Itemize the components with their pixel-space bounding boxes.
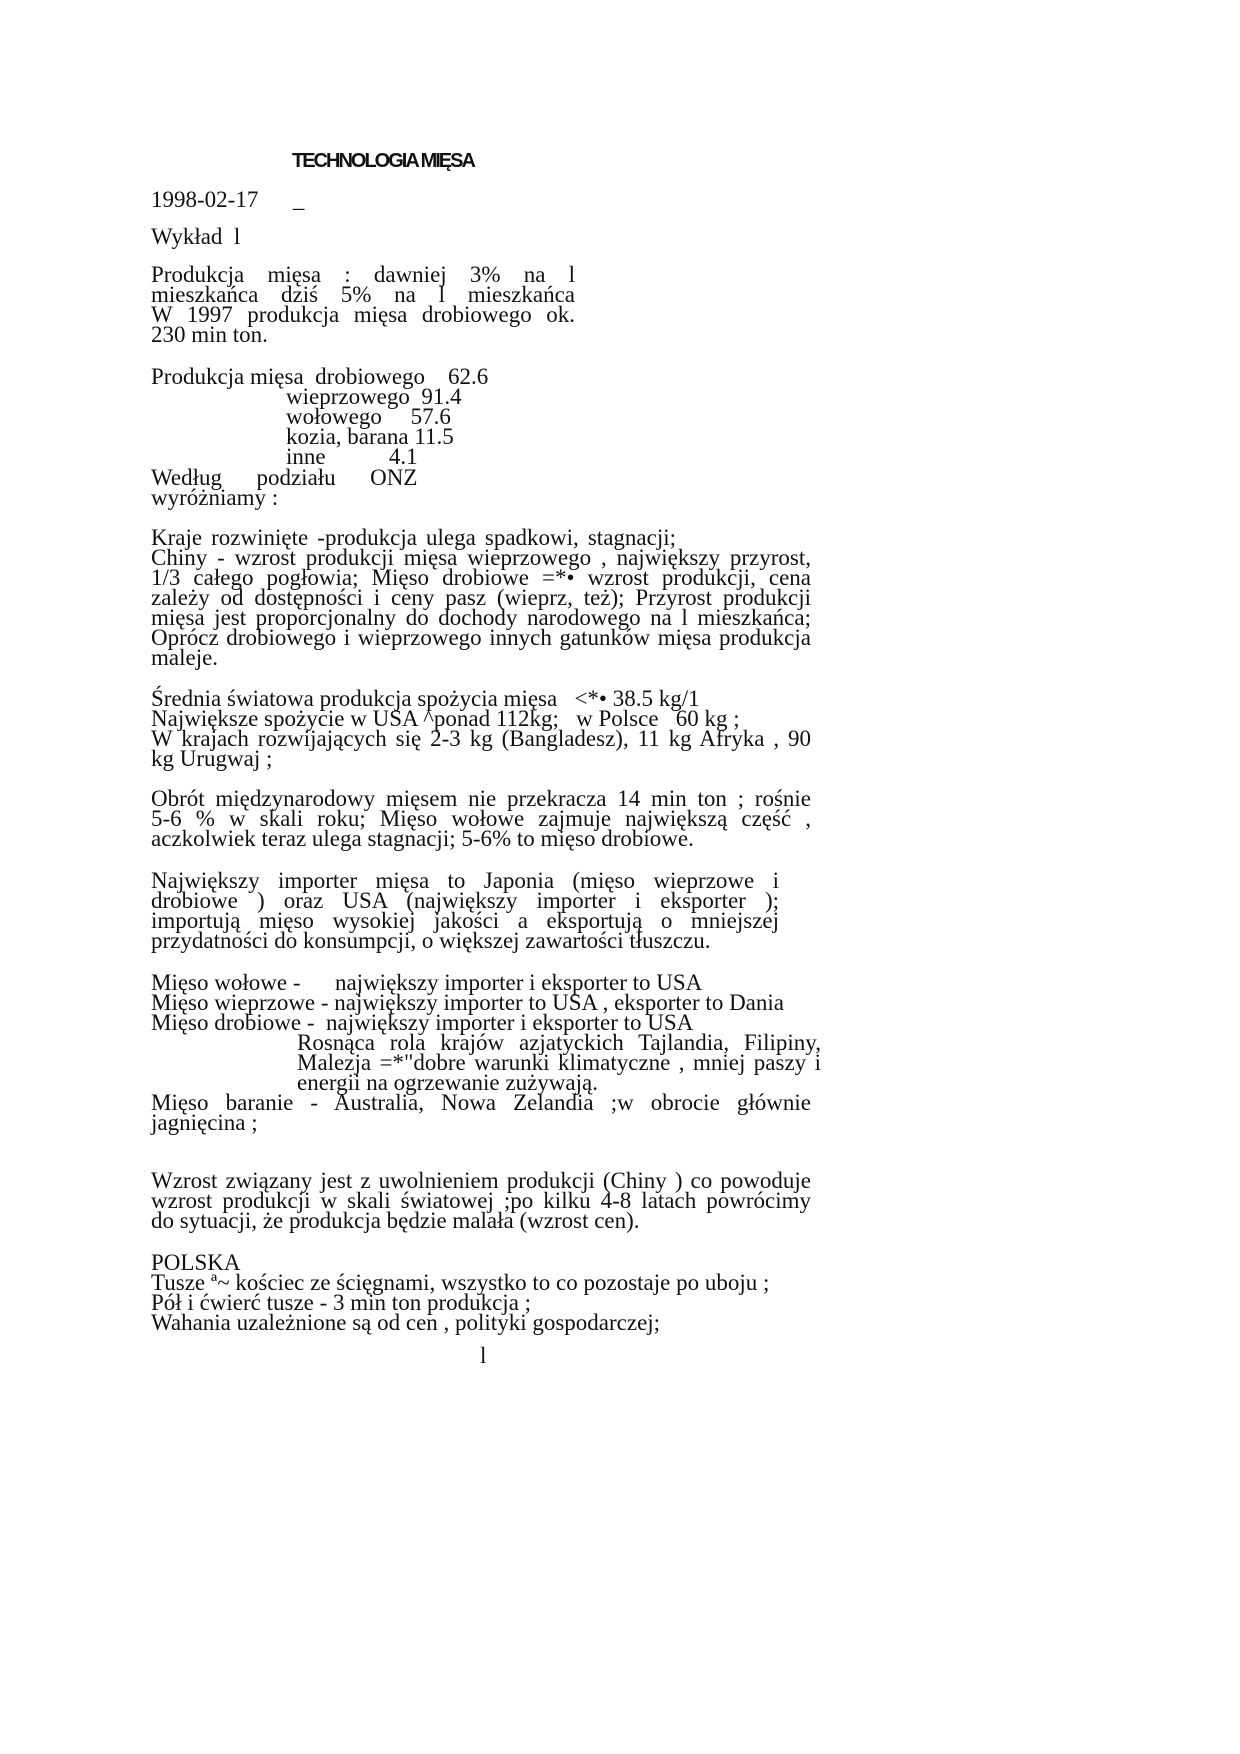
meat-pork: Mięso wieprzowe - największy importer to USA , eksporter to Dania bbox=[151, 990, 784, 1015]
trade-line: Obrót międzynarodowy mięsem nie przekracza 14 min ton ; rośnie bbox=[151, 786, 811, 811]
poultry-note: Rosnąca rola krajów azjatyckich Tajlandia, Filipiny, bbox=[297, 1030, 821, 1055]
page-number: l bbox=[480, 1343, 487, 1368]
meat-mutton-cont: jagnięcina ; bbox=[151, 1110, 258, 1135]
countries-line: maleje. bbox=[151, 645, 219, 670]
intro-line: Produkcja mięsa : dawniej 3% na l bbox=[151, 262, 575, 287]
growth-line: do sytuacji, że produkcja będzie malała (wzrost cen). bbox=[151, 1208, 640, 1233]
countries-line: mięsa jest proporcjonalny do dochody narodowego na l mieszkańca; bbox=[151, 605, 811, 630]
meat-beef: Mięso wołowe - największy importer i eksporter to USA bbox=[151, 970, 703, 995]
intro-line: 230 min ton. bbox=[151, 322, 268, 347]
import-line: Największy importer mięsa to Japonia (mięso wieprzowe i bbox=[151, 868, 779, 893]
onz-line: wyróżniamy : bbox=[151, 485, 279, 510]
meat-mutton: Mięso baranie - Australia, Nowa Zelandia ;w obrocie głównie bbox=[151, 1090, 811, 1115]
polska-line: Tusze ª~ kościec ze ścięgnami, wszystko to co pozostaje po uboju ; bbox=[151, 1270, 770, 1295]
meat-poultry: Mięso drobiowe - największy importer i eksporter to USA bbox=[151, 1010, 694, 1035]
poultry-note: energii na ogrzewanie zużywają. bbox=[297, 1070, 598, 1095]
poultry-note: Malezja =*"dobre warunki klimatyczne , mniej paszy i bbox=[297, 1050, 821, 1075]
trade-line: aczkolwiek teraz ulega stagnacji; 5-6% to mięso drobiowe. bbox=[151, 826, 694, 851]
polska-line: Wahania uzależnione są od cen , polityki gospodarczej; bbox=[151, 1310, 661, 1335]
polska-heading: POLSKA bbox=[151, 1250, 241, 1275]
production-row: kozia, barana 11.5 bbox=[286, 424, 454, 449]
import-line: drobiowe ) oraz USA (największy importer i eksporter ); bbox=[151, 888, 779, 913]
intro-line: W 1997 produkcja mięsa drobiowego ok. bbox=[151, 302, 575, 327]
polska-line: Pół i ćwierć tusze - 3 min ton produkcja ; bbox=[151, 1290, 532, 1315]
date-line: 1998-02-17 _ bbox=[151, 187, 305, 212]
production-head: Produkcja mięsa drobiowego 62.6 bbox=[151, 364, 489, 389]
countries-line: Oprócz drobiowego i wieprzowego innych gatunków mięsa produkcja bbox=[151, 625, 811, 650]
import-line: przydatności do konsumpcji, o większej zawartości tłuszczu. bbox=[151, 928, 711, 953]
consumption-line: W krajach rozwijających się 2-3 kg (Bangladesz), 11 kg Afryka , 90 bbox=[151, 726, 811, 751]
consumption-line: Największe spożycie w USA ^ponad 112kg; w Polsce 60 kg ; bbox=[151, 706, 740, 731]
production-row: inne 4.1 bbox=[286, 444, 418, 469]
production-row: wołowego 57.6 bbox=[286, 404, 451, 429]
onz-line: Według podziału ONZ bbox=[151, 465, 418, 490]
growth-line: Wzrost związany jest z uwolnieniem produkcji (Chiny ) co powoduje bbox=[151, 1168, 811, 1193]
countries-line: Kraje rozwinięte -produkcja ulega spadkowi, stagnacji; bbox=[151, 525, 676, 550]
countries-line: Chiny - wzrost produkcji mięsa wieprzowego , największy przyrost, bbox=[151, 545, 811, 570]
production-row: wieprzowego 91.4 bbox=[286, 384, 462, 409]
lecture-label: Wykład l bbox=[151, 224, 241, 249]
growth-line: wzrost produkcji w skali światowej ;po kilku 4-8 latach powrócimy bbox=[151, 1188, 811, 1213]
document-title: TECHNOLOGIA MIĘSA bbox=[292, 150, 474, 172]
import-line: importują mięso wysokiej jakości a eksportują o mniejszej bbox=[151, 908, 779, 933]
consumption-line: Średnia światowa produkcja spożycia mięsa <*• 38.5 kg/1 bbox=[151, 686, 700, 711]
consumption-line: kg Urugwaj ; bbox=[151, 746, 273, 771]
countries-line: 1/3 całego pogłowia; Mięso drobiowe =*• wzrost produkcji, cena bbox=[151, 565, 811, 590]
countries-line: zależy od dostępności i ceny pasz (wieprz, też); Przyrost produkcji bbox=[151, 585, 811, 610]
trade-line: 5-6 % w skali roku; Mięso wołowe zajmuje największą część , bbox=[151, 806, 811, 831]
intro-line: mieszkańca dziś 5% na l mieszkańca bbox=[151, 282, 575, 307]
